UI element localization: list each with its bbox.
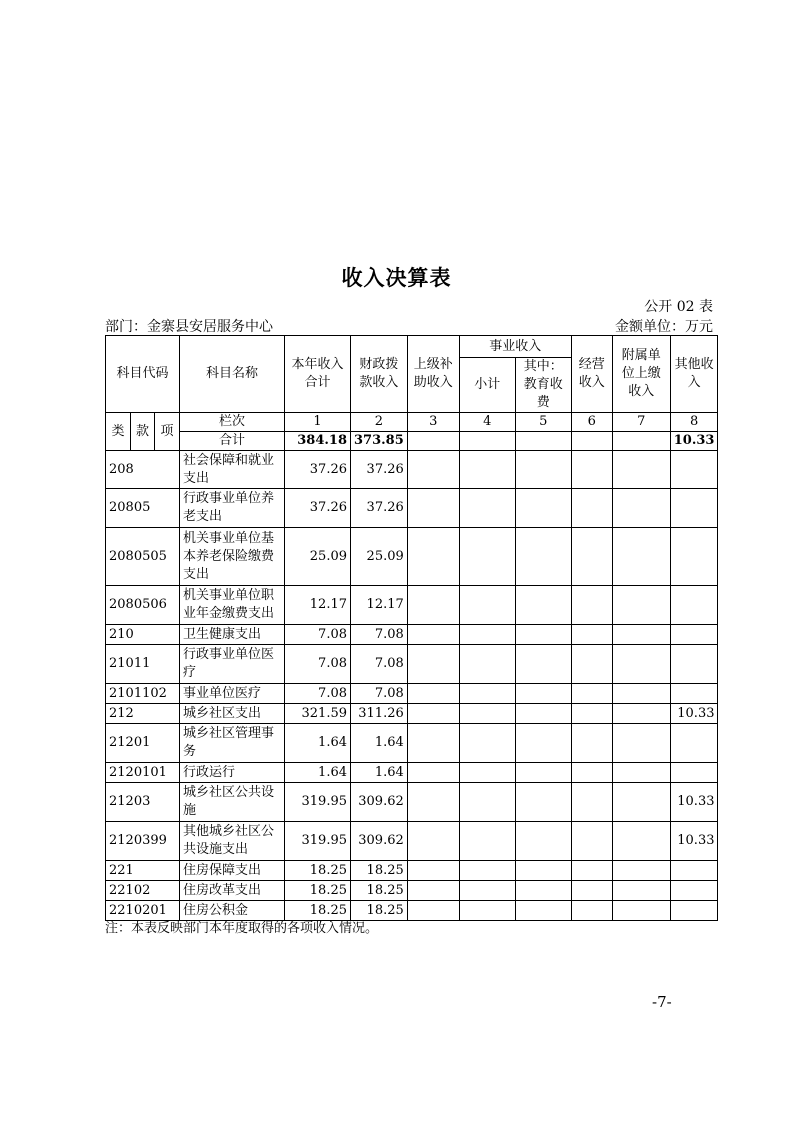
row-code: 21203: [106, 783, 180, 822]
row-other: 10.33: [670, 783, 718, 822]
header-name: 科目名称: [180, 336, 285, 413]
row-fiscal: 311.26: [351, 704, 408, 724]
row-fiscal: 7.08: [351, 684, 408, 704]
row-superior: [407, 586, 459, 625]
row-fiscal: 309.62: [351, 822, 408, 861]
row-edu-fee: [515, 645, 571, 684]
row-code: 208: [106, 451, 180, 489]
row-name: 行政事业单位养老支出: [180, 489, 285, 528]
row-other: [670, 451, 718, 489]
col-number: 5: [515, 413, 571, 432]
row-superior: [407, 645, 459, 684]
table-row: [106, 704, 718, 724]
row-affiliated: [612, 881, 670, 901]
table-row: [106, 489, 718, 528]
row-fiscal: 309.62: [351, 783, 408, 822]
table-row: [106, 783, 718, 822]
row-other: [670, 763, 718, 783]
row-total: 37.26: [285, 489, 351, 528]
row-superior: [407, 861, 459, 881]
row-total: 1.64: [285, 724, 351, 763]
row-edu-fee: [515, 881, 571, 901]
table-row: [106, 822, 718, 861]
row-fiscal: 18.25: [351, 861, 408, 881]
row-total: 18.25: [285, 901, 351, 921]
row-subtotal: [459, 625, 515, 645]
total-subtotal: [459, 432, 515, 451]
row-name: 城乡社区管理事务: [180, 724, 285, 763]
row-superior: [407, 704, 459, 724]
row-fiscal: 1.64: [351, 724, 408, 763]
row-edu-fee: [515, 451, 571, 489]
row-total: 37.26: [285, 451, 351, 489]
page-number: -7-: [652, 993, 672, 1011]
row-subtotal: [459, 881, 515, 901]
row-edu-fee: [515, 724, 571, 763]
row-name: 事业单位医疗: [180, 684, 285, 704]
row-subtotal: [459, 822, 515, 861]
row-fiscal: 1.64: [351, 763, 408, 783]
row-superior: [407, 901, 459, 921]
col-number: 7: [612, 413, 670, 432]
row-operating: [571, 528, 612, 586]
total-operating: [571, 432, 612, 451]
row-fiscal: 7.08: [351, 645, 408, 684]
table-row: [106, 763, 718, 783]
row-fiscal: 37.26: [351, 489, 408, 528]
row-subtotal: [459, 901, 515, 921]
row-other: [670, 528, 718, 586]
row-subtotal: [459, 704, 515, 724]
row-superior: [407, 625, 459, 645]
total-affiliated: [612, 432, 670, 451]
row-operating: [571, 783, 612, 822]
row-total: 321.59: [285, 704, 351, 724]
row-affiliated: [612, 901, 670, 921]
col-number: 6: [571, 413, 612, 432]
row-total: 7.08: [285, 645, 351, 684]
income-table: [105, 335, 718, 921]
unit-label: 金额单位：万元: [615, 319, 713, 335]
row-total: 319.95: [285, 822, 351, 861]
row-operating: [571, 724, 612, 763]
row-operating: [571, 684, 612, 704]
row-operating: [571, 763, 612, 783]
row-other: [670, 861, 718, 881]
row-name: 卫生健康支出: [180, 625, 285, 645]
row-other: [670, 489, 718, 528]
row-affiliated: [612, 783, 670, 822]
row-operating: [571, 625, 612, 645]
header-affiliated: 附属单位上缴收入: [612, 336, 670, 413]
page-title: 收入决算表: [341, 266, 452, 290]
row-name: 社会保障和就业支出: [180, 451, 285, 489]
row-superior: [407, 881, 459, 901]
row-operating: [571, 489, 612, 528]
row-edu-fee: [515, 586, 571, 625]
row-subtotal: [459, 451, 515, 489]
header-lei: 类: [106, 413, 131, 451]
row-edu-fee: [515, 822, 571, 861]
row-total: 12.17: [285, 586, 351, 625]
row-operating: [571, 861, 612, 881]
row-code: 221: [106, 861, 180, 881]
col-number: 2: [351, 413, 408, 432]
row-code: 2080506: [106, 586, 180, 625]
department-label: 部门：金寨县安居服务中心: [105, 319, 273, 335]
table-row: [106, 528, 718, 586]
row-superior: [407, 724, 459, 763]
row-superior: [407, 451, 459, 489]
header-kuan: 款: [131, 413, 155, 451]
row-edu-fee: [515, 861, 571, 881]
row-code: 22102: [106, 881, 180, 901]
row-operating: [571, 901, 612, 921]
row-fiscal: 12.17: [351, 586, 408, 625]
col-number: 8: [670, 413, 718, 432]
table-row: [106, 724, 718, 763]
row-fiscal: 18.25: [351, 881, 408, 901]
row-other: [670, 684, 718, 704]
row-other: [670, 625, 718, 645]
header-lanci: 栏次: [180, 413, 285, 432]
row-edu-fee: [515, 763, 571, 783]
table-row: [106, 586, 718, 625]
row-subtotal: [459, 783, 515, 822]
row-affiliated: [612, 645, 670, 684]
row-affiliated: [612, 861, 670, 881]
row-affiliated: [612, 489, 670, 528]
row-subtotal: [459, 861, 515, 881]
row-total: 1.64: [285, 763, 351, 783]
row-code: 2080505: [106, 528, 180, 586]
row-affiliated: [612, 625, 670, 645]
row-operating: [571, 704, 612, 724]
table-row: [106, 684, 718, 704]
table-row: [106, 861, 718, 881]
row-operating: [571, 822, 612, 861]
row-subtotal: [459, 763, 515, 783]
row-affiliated: [612, 704, 670, 724]
row-affiliated: [612, 684, 670, 704]
col-number: 3: [407, 413, 459, 432]
row-subtotal: [459, 645, 515, 684]
row-edu-fee: [515, 684, 571, 704]
row-edu-fee: [515, 528, 571, 586]
row-total: 25.09: [285, 528, 351, 586]
row-superior: [407, 783, 459, 822]
row-name: 住房公积金: [180, 901, 285, 921]
row-affiliated: [612, 586, 670, 625]
row-total: 18.25: [285, 881, 351, 901]
table-row: [106, 881, 718, 901]
row-other: [670, 586, 718, 625]
row-total: 319.95: [285, 783, 351, 822]
row-code: 20805: [106, 489, 180, 528]
row-superior: [407, 684, 459, 704]
row-operating: [571, 451, 612, 489]
row-name: 机关事业单位职业年金缴费支出: [180, 586, 285, 625]
row-superior: [407, 822, 459, 861]
row-code: 212: [106, 704, 180, 724]
row-other: [670, 901, 718, 921]
row-name: 行政运行: [180, 763, 285, 783]
row-subtotal: [459, 684, 515, 704]
header-code: 科目代码: [106, 336, 180, 413]
row-code: 2120399: [106, 822, 180, 861]
row-superior: [407, 763, 459, 783]
row-subtotal: [459, 586, 515, 625]
row-other: [670, 881, 718, 901]
footnote: 注：本表反映部门本年度取得的各项收入情况。: [105, 921, 379, 936]
row-affiliated: [612, 528, 670, 586]
row-edu-fee: [515, 901, 571, 921]
row-subtotal: [459, 528, 515, 586]
row-other: 10.33: [670, 822, 718, 861]
table-row: [106, 645, 718, 684]
row-operating: [571, 586, 612, 625]
table-row: [106, 625, 718, 645]
total-edu-fee: [515, 432, 571, 451]
row-name: 其他城乡社区公共设施支出: [180, 822, 285, 861]
header-subtotal: 小计: [459, 358, 515, 413]
row-fiscal: 7.08: [351, 625, 408, 645]
header-edu-fee: 其中：教育收费: [515, 358, 571, 413]
form-number: 公开 02 表: [644, 299, 713, 315]
row-subtotal: [459, 489, 515, 528]
header-total: 本年收入合计: [285, 336, 351, 413]
header-business: 事业收入: [459, 336, 571, 358]
header-xiang: 项: [155, 413, 180, 451]
row-name: 城乡社区公共设施: [180, 783, 285, 822]
row-edu-fee: [515, 783, 571, 822]
total-other: 10.33: [670, 432, 718, 451]
row-other: [670, 645, 718, 684]
row-total: 18.25: [285, 861, 351, 881]
header-superior: 上级补助收入: [407, 336, 459, 413]
row-code: 21011: [106, 645, 180, 684]
row-code: 2210201: [106, 901, 180, 921]
row-edu-fee: [515, 704, 571, 724]
total-label: 合计: [180, 432, 285, 451]
row-code: 210: [106, 625, 180, 645]
row-edu-fee: [515, 625, 571, 645]
row-affiliated: [612, 763, 670, 783]
row-affiliated: [612, 822, 670, 861]
header-fiscal: 财政拨款收入: [351, 336, 408, 413]
row-fiscal: 18.25: [351, 901, 408, 921]
header-operating: 经营收入: [571, 336, 612, 413]
row-other: 10.33: [670, 704, 718, 724]
col-number: 4: [459, 413, 515, 432]
row-name: 城乡社区支出: [180, 704, 285, 724]
row-superior: [407, 528, 459, 586]
table-row: [106, 451, 718, 489]
row-affiliated: [612, 724, 670, 763]
row-fiscal: 37.26: [351, 451, 408, 489]
total-fiscal: 373.85: [351, 432, 408, 451]
row-other: [670, 724, 718, 763]
row-superior: [407, 489, 459, 528]
row-subtotal: [459, 724, 515, 763]
total-income: 384.18: [285, 432, 351, 451]
row-name: 住房保障支出: [180, 861, 285, 881]
row-operating: [571, 881, 612, 901]
row-total: 7.08: [285, 684, 351, 704]
row-affiliated: [612, 451, 670, 489]
header-other: 其他收入: [670, 336, 718, 413]
row-code: 21201: [106, 724, 180, 763]
row-name: 住房改革支出: [180, 881, 285, 901]
row-name: 行政事业单位医疗: [180, 645, 285, 684]
row-code: 2120101: [106, 763, 180, 783]
row-name: 机关事业单位基本养老保险缴费支出: [180, 528, 285, 586]
row-total: 7.08: [285, 625, 351, 645]
row-fiscal: 25.09: [351, 528, 408, 586]
row-edu-fee: [515, 489, 571, 528]
col-number: 1: [285, 413, 351, 432]
row-code: 2101102: [106, 684, 180, 704]
row-operating: [571, 645, 612, 684]
total-superior: [407, 432, 459, 451]
